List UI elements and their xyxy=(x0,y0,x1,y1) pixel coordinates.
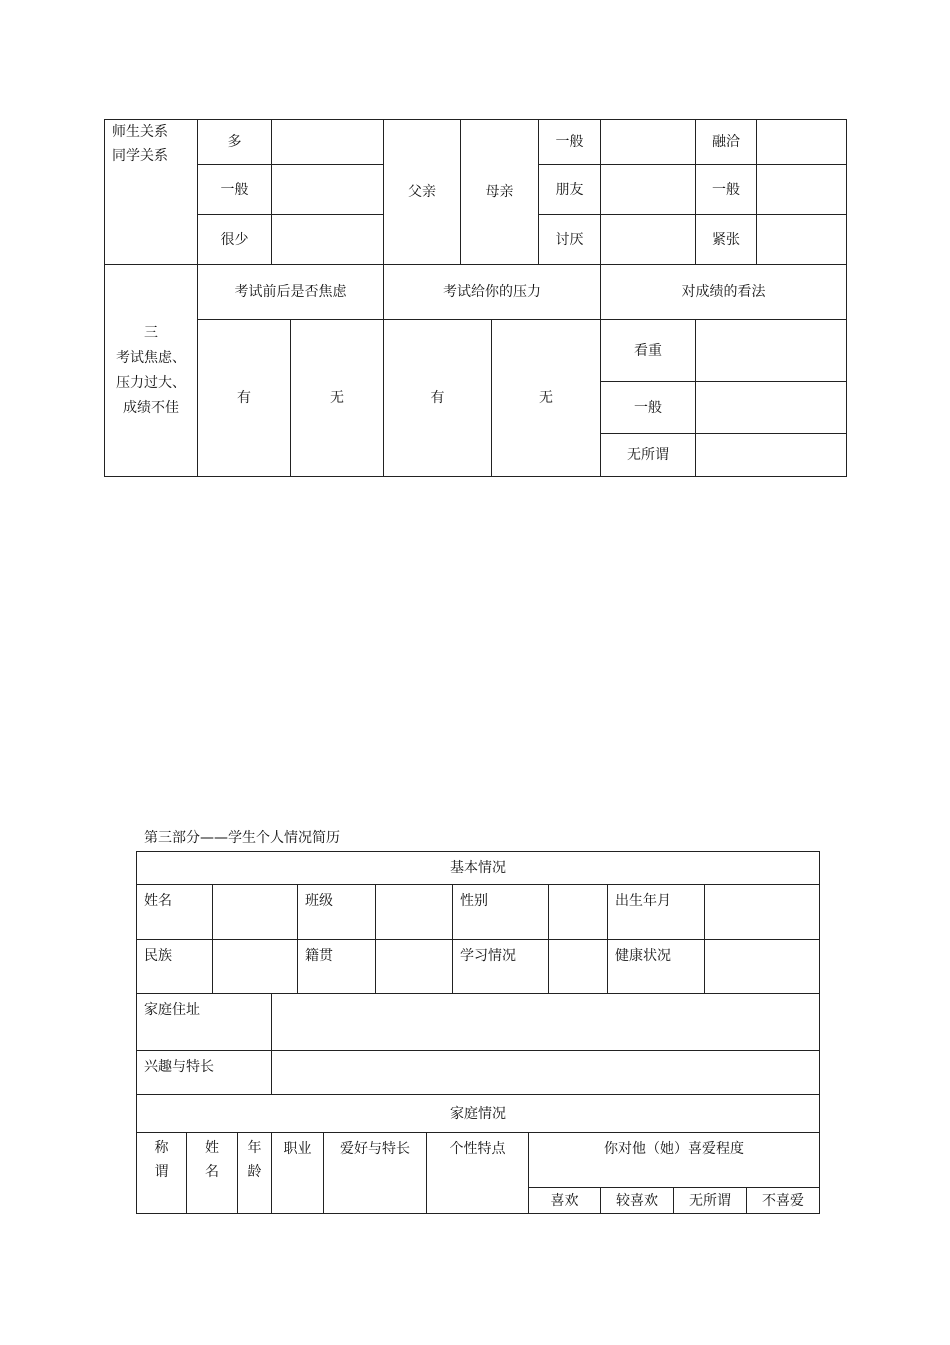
family-col-name-char2: 名 xyxy=(205,1164,219,1180)
health-field[interactable] xyxy=(704,939,820,994)
family-col-title-char2: 谓 xyxy=(154,1164,169,1180)
anxiety-no-cell[interactable]: 无 xyxy=(290,319,384,477)
peer-opt-harmony: 融洽 xyxy=(695,119,757,165)
family-info-header: 家庭情况 xyxy=(136,1094,820,1133)
teacher-opt-few-blank[interactable] xyxy=(271,214,384,265)
relations-label-line1: 师生关系 xyxy=(112,124,168,140)
name-label: 姓名 xyxy=(136,884,213,940)
fond-opt-indifferent[interactable]: 无所谓 xyxy=(673,1187,747,1214)
family-col-name xyxy=(186,1132,238,1214)
grade-opt-important-blank[interactable] xyxy=(695,319,847,382)
teacher-opt-normal-blank[interactable] xyxy=(271,164,384,215)
grade-opt-important: 看重 xyxy=(600,319,696,382)
study-label: 学习情况 xyxy=(452,939,549,994)
origin-label: 籍贯 xyxy=(297,939,376,994)
anxiety-col1-header: 考试前后是否焦虑 xyxy=(197,264,384,320)
peer-opt-tense-blank[interactable] xyxy=(756,214,847,265)
teacher-opt-many-blank[interactable] xyxy=(271,119,384,165)
section3-caption: 第三部分——学生个人情况简历 xyxy=(144,830,340,846)
relations-label-line2: 同学关系 xyxy=(112,148,168,164)
family-col-title xyxy=(136,1132,187,1214)
hobby-field[interactable] xyxy=(271,1050,820,1095)
class-label: 班级 xyxy=(297,884,376,940)
gender-field[interactable] xyxy=(548,884,608,940)
fond-opt-like[interactable]: 喜欢 xyxy=(528,1187,601,1214)
health-label: 健康状况 xyxy=(607,939,705,994)
birth-field[interactable] xyxy=(704,884,820,940)
name-field[interactable] xyxy=(212,884,298,940)
anxiety-col3-header: 对成绩的看法 xyxy=(600,264,847,320)
anxiety-label-cell xyxy=(104,264,198,477)
peer-opt-tense: 紧张 xyxy=(695,214,757,265)
pressure-no-cell[interactable]: 无 xyxy=(491,319,601,477)
family-col-hobby: 爱好与特长 xyxy=(323,1132,427,1214)
family-col-name-char1: 姓 xyxy=(205,1140,219,1156)
pressure-yes-cell[interactable]: 有 xyxy=(383,319,492,477)
peer-opt-normal: 一般 xyxy=(695,164,757,215)
parent-opt-friend: 朋友 xyxy=(538,164,601,215)
teacher-opt-few: 很少 xyxy=(197,214,272,265)
gender-label: 性别 xyxy=(452,884,549,940)
teacher-opt-normal: 一般 xyxy=(197,164,272,215)
father-cell: 父亲 xyxy=(383,119,461,265)
parent-opt-normal: 一般 xyxy=(538,119,601,165)
family-col-personality: 个性特点 xyxy=(426,1132,529,1214)
birth-label: 出生年月 xyxy=(607,884,705,940)
anxiety-yes-cell[interactable]: 有 xyxy=(197,319,291,477)
basic-info-header: 基本情况 xyxy=(136,851,820,885)
mother-cell: 母亲 xyxy=(460,119,539,265)
anxiety-label-line4: 成绩不佳 xyxy=(123,399,179,416)
address-label: 家庭住址 xyxy=(136,993,272,1051)
family-col-job: 职业 xyxy=(271,1132,324,1214)
family-col-age-char1: 年 xyxy=(247,1140,262,1156)
grade-opt-indifferent-blank[interactable] xyxy=(695,433,847,477)
family-col-title-char1: 称 xyxy=(154,1140,169,1156)
ethnicity-label: 民族 xyxy=(136,939,213,994)
relations-label-cell xyxy=(104,119,198,265)
fond-opt-fairly-like[interactable]: 较喜欢 xyxy=(600,1187,674,1214)
class-field[interactable] xyxy=(375,884,453,940)
hobby-label: 兴趣与特长 xyxy=(136,1050,272,1095)
study-field[interactable] xyxy=(548,939,608,994)
parent-opt-hate: 讨厌 xyxy=(538,214,601,265)
family-col-fondness: 你对他（她）喜爱程度 xyxy=(528,1132,820,1188)
family-col-age-char2: 龄 xyxy=(247,1164,262,1180)
teacher-opt-many: 多 xyxy=(197,119,272,165)
origin-field[interactable] xyxy=(375,939,453,994)
anxiety-label-line3: 压力过大、 xyxy=(116,374,186,391)
parent-opt-friend-blank[interactable] xyxy=(600,164,696,215)
grade-opt-normal: 一般 xyxy=(600,381,696,434)
anxiety-label-line2: 考试焦虑、 xyxy=(116,349,186,366)
grade-opt-indifferent: 无所谓 xyxy=(600,433,696,477)
fond-opt-dislike[interactable]: 不喜爱 xyxy=(746,1187,820,1214)
peer-opt-normal-blank[interactable] xyxy=(756,164,847,215)
anxiety-col2-header: 考试给你的压力 xyxy=(383,264,601,320)
anxiety-label-line1: 三 xyxy=(144,324,158,341)
family-col-age xyxy=(237,1132,272,1214)
parent-opt-hate-blank[interactable] xyxy=(600,214,696,265)
address-field[interactable] xyxy=(271,993,820,1051)
grade-opt-normal-blank[interactable] xyxy=(695,381,847,434)
peer-opt-harmony-blank[interactable] xyxy=(756,119,847,165)
ethnicity-field[interactable] xyxy=(212,939,298,994)
parent-opt-normal-blank[interactable] xyxy=(600,119,696,165)
